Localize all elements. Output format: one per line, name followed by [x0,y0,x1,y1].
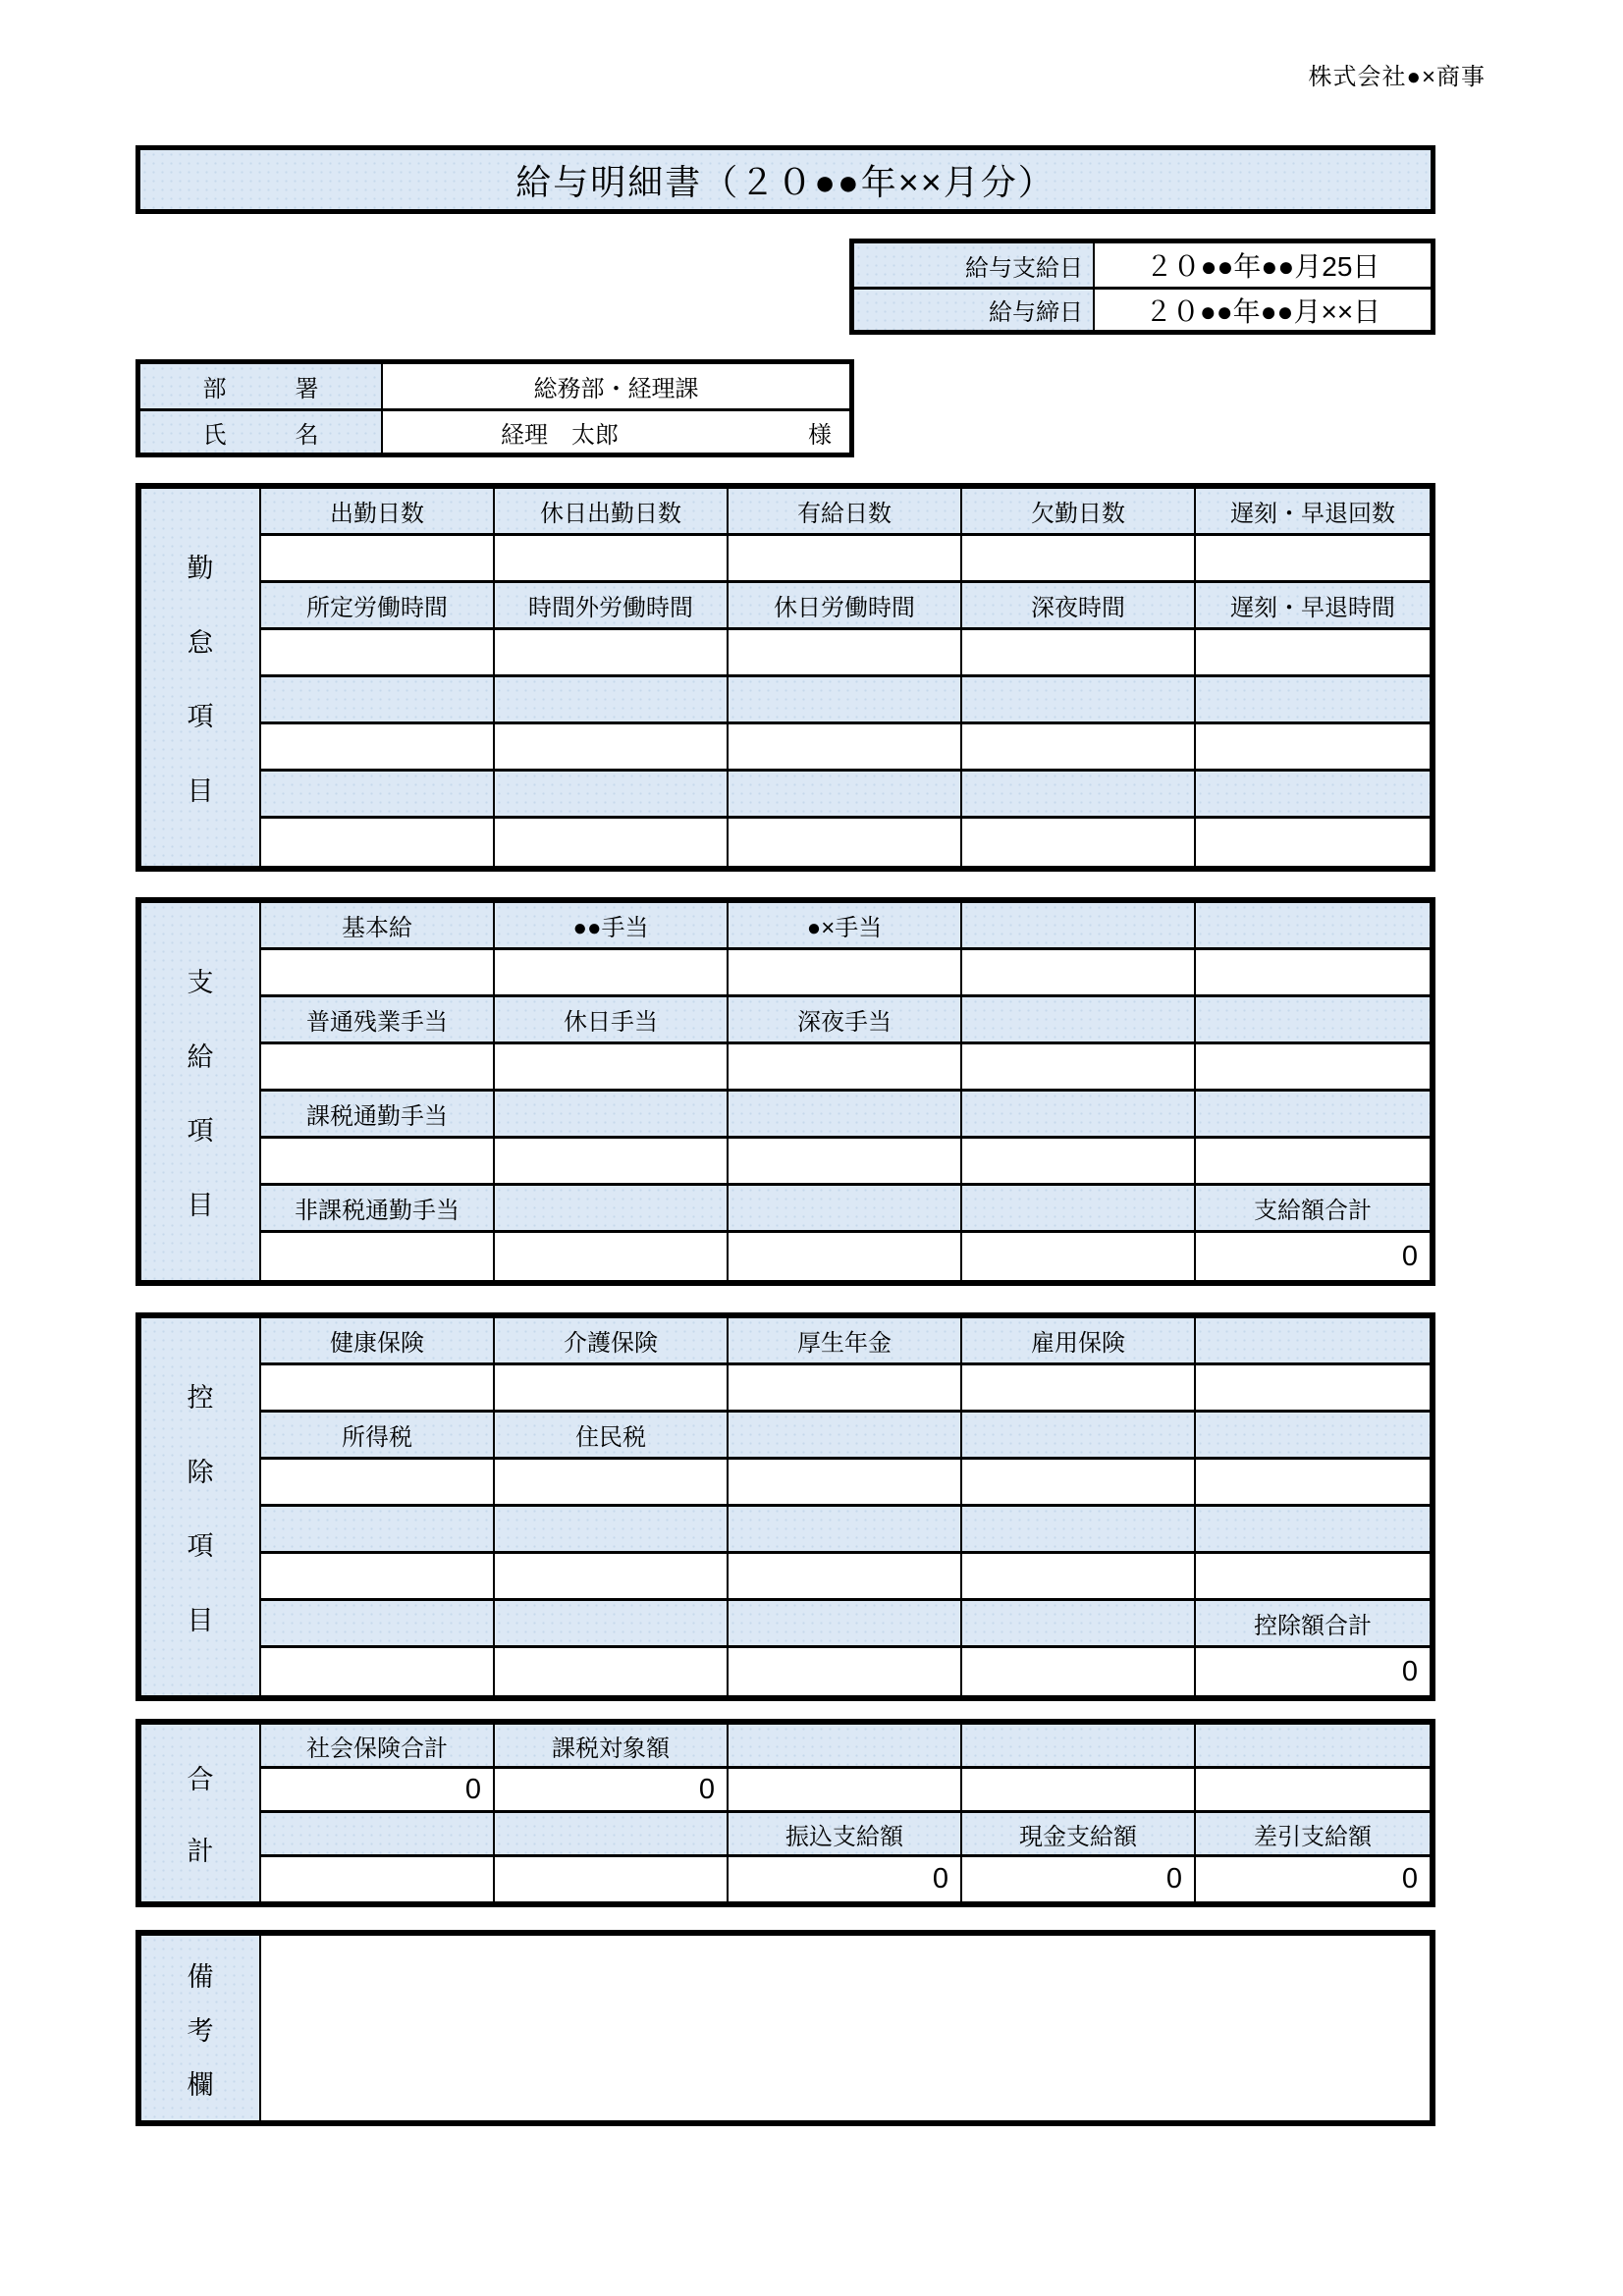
label-char: 給 [187,1041,214,1072]
attendance-side-label [141,489,261,866]
attendance-empty-cell [962,536,1196,583]
attendance-empty-cell [495,536,729,583]
payments-section [135,897,1435,1286]
payments-empty-cell [962,903,1196,950]
deductions-empty-cell [962,1365,1196,1413]
totals-empty-cell [495,1857,729,1901]
payments-empty-cell [1196,1044,1430,1092]
totals-empty-cell [1196,1769,1430,1813]
employee-name-label [140,411,383,453]
deductions-empty-cell [261,1365,495,1413]
deductions-empty-cell [729,1507,962,1554]
payments-empty-cell [1196,1092,1430,1139]
remarks-content [261,1936,1430,2120]
totals-header-cell: 振込支給額 [729,1813,962,1857]
attendance-empty-cell [962,630,1196,677]
deductions-header-cell: 健康保険 [261,1318,495,1365]
payments-empty-cell [729,950,962,997]
attendance-empty-cell [261,724,495,772]
attendance-empty-cell [495,630,729,677]
pay-date-row [854,243,1431,287]
payments-empty-cell [495,1139,729,1186]
deductions-empty-cell [495,1507,729,1554]
attendance-header-cell: 有給日数 [729,489,962,536]
payments-empty-cell [261,1044,495,1092]
page-title: 給与明細書（２０●●年××月分） [515,161,1055,202]
attendance-header-cell: 休日労働時間 [729,583,962,630]
label-char: 署 [295,376,319,402]
payments-grid [261,903,1430,1280]
label-char: 部 [202,376,227,402]
payments-empty-cell [729,1139,962,1186]
label-char: 考 [187,2015,214,2046]
attendance-header-cell: 時間外労働時間 [495,583,729,630]
deductions-header-cell: 雇用保険 [962,1318,1196,1365]
totals-section [135,1719,1435,1907]
deductions-empty-cell [261,1648,495,1695]
closing-date-value: ２０●●年●●月××日 [1144,295,1381,327]
payments-empty-cell [962,997,1196,1044]
totals-empty-cell [729,1769,962,1813]
totals-grid [261,1725,1430,1901]
payments-empty-cell [729,1186,962,1233]
attendance-empty-cell [962,819,1196,866]
payments-empty-cell [962,1233,1196,1280]
remarks-section [135,1930,1435,2126]
attendance-empty-cell [495,819,729,866]
totals-header-cell: 課税対象額 [495,1725,729,1769]
attendance-empty-cell [962,724,1196,772]
payments-empty-cell [495,950,729,997]
label-char: 項 [187,1531,214,1562]
payments-header-cell: ●×手当 [729,903,962,950]
attendance-empty-cell [729,536,962,583]
payments-empty-cell [495,1044,729,1092]
label-char: 目 [187,776,214,807]
deductions-empty-cell [495,1648,729,1695]
payments-empty-cell [962,1092,1196,1139]
attendance-empty-cell [1196,819,1430,866]
payments-side-label [141,903,261,1280]
payments-empty-cell [495,1092,729,1139]
honorific: 様 [808,421,832,449]
pay-date-value: ２０●●年●●月25日 [1145,251,1380,282]
label-char: 欄 [187,2069,214,2100]
attendance-header-cell: 遅刻・早退時間 [1196,583,1430,630]
label-char: 氏 [202,421,227,449]
payments-header-cell: 普通残業手当 [261,997,495,1044]
payments-header-cell: 深夜手当 [729,997,962,1044]
pay-date-label: 給与支給日 [854,243,1095,287]
attendance-empty-cell [261,536,495,583]
attendance-grid [261,489,1430,866]
deductions-section [135,1312,1435,1701]
payments-header-cell: 休日手当 [495,997,729,1044]
pay-date-table [849,239,1435,335]
totals-side-label [141,1725,261,1901]
attendance-empty-cell [962,677,1196,724]
payments-empty-cell [261,1139,495,1186]
totals-header-cell: 現金支給額 [962,1813,1196,1857]
attendance-empty-cell [261,677,495,724]
attendance-header-cell: 所定労働時間 [261,583,495,630]
attendance-header-cell: 休日出勤日数 [495,489,729,536]
attendance-empty-cell [729,630,962,677]
label-char: 計 [187,1837,214,1866]
department-row [140,364,849,408]
deductions-empty-cell [1196,1460,1430,1507]
attendance-empty-cell [962,772,1196,819]
label-char: 備 [187,1961,214,1992]
attendance-empty-cell [729,772,962,819]
deductions-empty-cell [495,1365,729,1413]
totals-empty-cell [261,1857,495,1901]
deductions-empty-cell [729,1413,962,1460]
deductions-empty-cell [1196,1507,1430,1554]
deductions-header-cell: 住民税 [495,1413,729,1460]
label-char: 控 [187,1382,214,1413]
attendance-empty-cell [495,772,729,819]
deductions-empty-cell [495,1601,729,1648]
deductions-header-cell: 厚生年金 [729,1318,962,1365]
department-value: 総務部・経理課 [533,376,699,402]
payments-empty-cell [729,1044,962,1092]
employee-name-row [140,408,849,453]
deductions-empty-cell [1196,1554,1430,1601]
employee-name-value [383,411,849,453]
totals-header-cell: 差引支給額 [1196,1813,1430,1857]
deductions-side-label [141,1318,261,1695]
payments-header-cell: 支給額合計 [1196,1186,1430,1233]
attendance-header-cell: 遅刻・早退回数 [1196,489,1430,536]
deductions-empty-cell [495,1460,729,1507]
payments-header-cell: ●●手当 [495,903,729,950]
remarks-side-label [141,1936,261,2120]
label-char: 合 [187,1765,214,1794]
attendance-empty-cell [261,772,495,819]
totals-empty-cell [962,1725,1196,1769]
payments-empty-cell [261,950,495,997]
payments-empty-cell [729,1233,962,1280]
payments-empty-cell [962,1186,1196,1233]
payments-header-cell: 非課税通勤手当 [261,1186,495,1233]
deductions-header-cell: 控除額合計 [1196,1601,1430,1648]
payments-header-cell: 基本給 [261,903,495,950]
attendance-empty-cell [495,677,729,724]
label-char: 目 [187,1191,214,1221]
attendance-empty-cell [729,677,962,724]
attendance-empty-cell [261,630,495,677]
attendance-header-cell: 欠勤日数 [962,489,1196,536]
label-char: 除 [187,1457,214,1487]
title-box [135,145,1435,214]
deductions-grid [261,1318,1430,1695]
deductions-empty-cell [1196,1413,1430,1460]
totals-empty-cell [962,1769,1196,1813]
payments-empty-cell [1196,903,1430,950]
attendance-header-cell: 深夜時間 [962,583,1196,630]
payments-empty-cell [495,1233,729,1280]
label-char: 怠 [187,627,214,658]
label-char: 名 [295,421,319,449]
deductions-empty-cell [962,1554,1196,1601]
payments-value-cell: 0 [1196,1233,1430,1280]
label-char: 勤 [187,553,214,583]
deductions-empty-cell [261,1507,495,1554]
deductions-empty-cell [729,1648,962,1695]
deductions-empty-cell [729,1601,962,1648]
deductions-empty-cell [729,1365,962,1413]
payments-empty-cell [962,1044,1196,1092]
department-label [140,364,383,408]
totals-empty-cell [261,1813,495,1857]
deductions-empty-cell [261,1554,495,1601]
label-char: 支 [187,967,214,997]
payments-empty-cell [495,1186,729,1233]
deductions-value-cell: 0 [1196,1648,1430,1695]
label-char: 項 [187,1116,214,1147]
attendance-header-cell: 出勤日数 [261,489,495,536]
deductions-empty-cell [729,1554,962,1601]
totals-value-cell: 0 [261,1769,495,1813]
label-char: 目 [187,1606,214,1636]
attendance-empty-cell [1196,536,1430,583]
attendance-empty-cell [1196,630,1430,677]
deductions-empty-cell [1196,1365,1430,1413]
totals-value-cell: 0 [729,1857,962,1901]
closing-date-row [854,287,1431,330]
deductions-empty-cell [261,1601,495,1648]
employee-name: 経理 太郎 [501,421,619,449]
company-name: 株式会社●×商事 [1308,64,1486,90]
deductions-header-cell: 所得税 [261,1413,495,1460]
attendance-empty-cell [1196,724,1430,772]
deductions-empty-cell [729,1460,962,1507]
deductions-empty-cell [962,1648,1196,1695]
payments-header-cell: 課税通勤手当 [261,1092,495,1139]
deductions-empty-cell [962,1460,1196,1507]
payments-empty-cell [1196,1139,1430,1186]
deductions-empty-cell [1196,1318,1430,1365]
totals-empty-cell [729,1725,962,1769]
payments-empty-cell [1196,997,1430,1044]
deductions-empty-cell [261,1460,495,1507]
deductions-empty-cell [962,1601,1196,1648]
attendance-empty-cell [495,724,729,772]
totals-empty-cell [495,1813,729,1857]
payments-empty-cell [261,1233,495,1280]
deductions-empty-cell [962,1413,1196,1460]
attendance-empty-cell [261,819,495,866]
attendance-empty-cell [1196,772,1430,819]
deductions-empty-cell [495,1554,729,1601]
totals-value-cell: 0 [495,1769,729,1813]
closing-date-label: 給与締日 [854,290,1095,330]
payments-empty-cell [729,1092,962,1139]
deductions-empty-cell [962,1507,1196,1554]
totals-value-cell: 0 [962,1857,1196,1901]
employee-table [135,359,854,457]
payments-empty-cell [1196,950,1430,997]
attendance-section [135,483,1435,872]
label-char: 項 [187,702,214,732]
totals-header-cell: 社会保険合計 [261,1725,495,1769]
totals-empty-cell [1196,1725,1430,1769]
attendance-empty-cell [729,724,962,772]
payments-empty-cell [962,950,1196,997]
attendance-empty-cell [1196,677,1430,724]
attendance-empty-cell [729,819,962,866]
payments-empty-cell [962,1139,1196,1186]
deductions-header-cell: 介護保険 [495,1318,729,1365]
totals-value-cell: 0 [1196,1857,1430,1901]
